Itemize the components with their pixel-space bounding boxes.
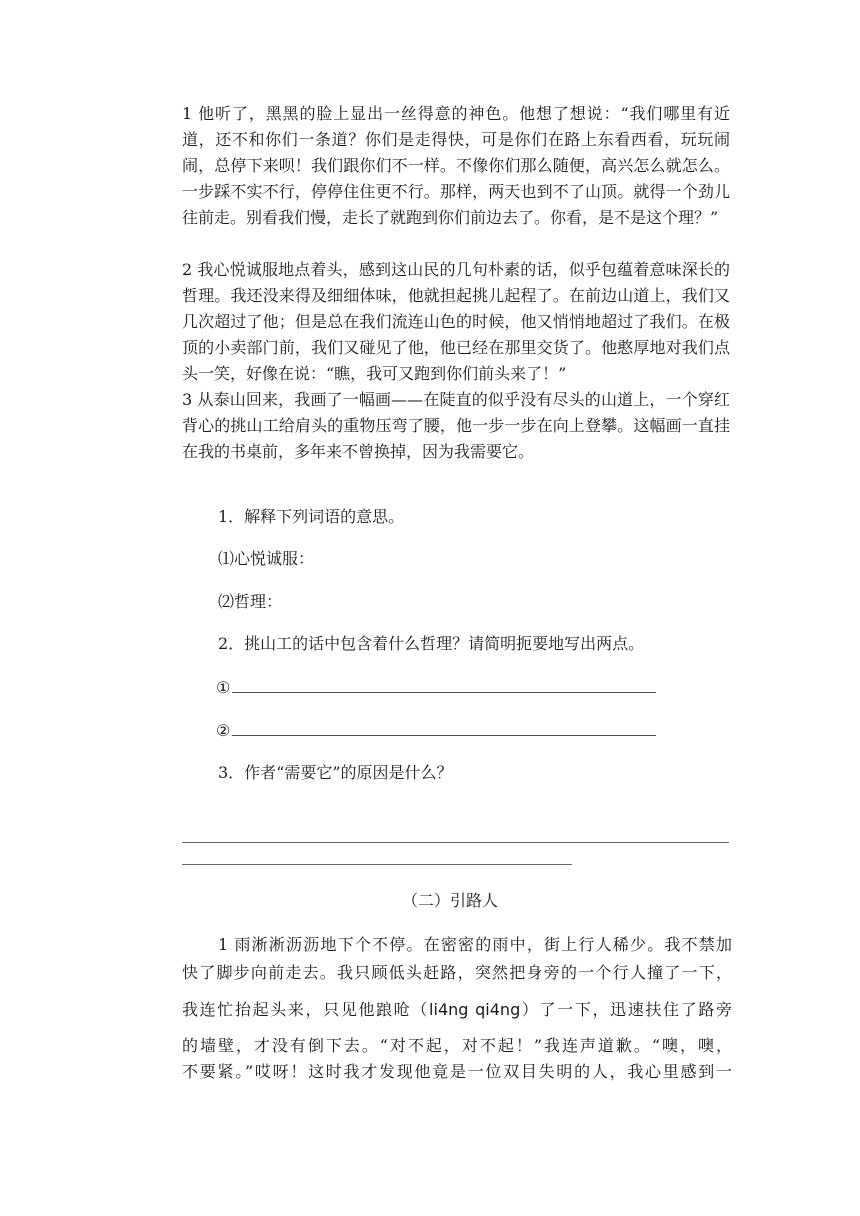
answer-blank-1[interactable] — [216, 674, 656, 701]
answer-blank-2[interactable] — [216, 717, 656, 744]
blank-1-line[interactable] — [232, 674, 656, 693]
line-3-text-after: ）了一下，迅速扶住了路旁 — [520, 1000, 732, 1019]
passage-2-line-2: 快了脚步向前走去。我只顾低头赶路，突然把身旁的一个行人撞了一下， — [182, 963, 732, 982]
passage-2-line-5: 不要紧。”哎呀！这时我才发现他竟是一位双目失明的人，我心里感到一 — [182, 1062, 732, 1081]
question-3: 3．作者“需要它”的原因是什么？ — [218, 763, 453, 782]
passage-2-line-4: 的墙壁，才没有倒下去。“对不起，对不起！”我连声道歉。“噢，噢， — [182, 1036, 732, 1055]
passage-2-line-3 — [182, 997, 732, 1023]
passage-2-paragraph-1 — [182, 931, 732, 1085]
question-1-item-2: ⑵哲理： — [218, 592, 283, 611]
question-1: 1．解释下列词语的意思。 — [218, 507, 405, 526]
passage-paragraph-2: 2 我心悦诚服地点着头，感到这山民的几句朴素的话，似乎包蕴着意味深长的哲理。我还没来得及细细体味，他就担起挑儿起程了。在前边山道上，我们又几次超过了他；但是总在我们流连山色的时候，他又悄悄地超过了我们。在极顶的小卖部门前，我们又碰见了他，他已经在那里交货了。他憨厚地对我们点头一笑，好像在说：“瞧，我可又跑到你们前头来了！” — [182, 260, 730, 383]
passage-paragraph-3: 3 从泰山回来，我画了一幅画——在陡直的似乎没有尽头的山道上，一个穿红背心的挑山工给肩头的重物压弯了腰，他一步一步在向上登攀。这幅画一直挂在我的书桌前，多年来不曾换掉，因为我需要它。 — [182, 390, 730, 461]
passage-paragraph-1: 1 他听了，黑黑的脸上显出一丝得意的神色。他想了想说：“我们哪里有近道，还不和你们一条道？你们是走得快，可是你们在路上东看西看，玩玩闹闹，总停下来呗！我们跟你们不一样。不像你们那么随便，高兴怎么就怎么。一步踩不实不行，停停住住更不行。那样，两天也到不了山顶。就得一个劲儿往前走。别看我们慢，走长了就跑到你们前边去了。你看，是不是这个理？” — [182, 104, 730, 227]
question-1-item-1: ⑴心悦诚服： — [218, 549, 315, 568]
blank-2-marker: ② — [216, 721, 231, 740]
blank-1-marker: ① — [216, 678, 231, 697]
answer-line-2[interactable] — [182, 864, 572, 865]
section-title: （二）引路人 — [401, 891, 498, 910]
question-2: 2．挑山工的话中包含着什么哲理？请简明扼要地写出两点。 — [218, 634, 645, 653]
line-3-text-before: 我连忙抬起头来，只见他踉呛（ — [182, 1000, 430, 1019]
answer-line-1[interactable] — [182, 842, 729, 843]
blank-2-line[interactable] — [232, 717, 656, 736]
passage-2-line-1: 1 雨淅淅沥沥地下个不停。在密密的雨中，街上行人稀少。我不禁加 — [218, 935, 732, 954]
pinyin-annotation: li4ng qi4ng — [429, 1000, 521, 1019]
